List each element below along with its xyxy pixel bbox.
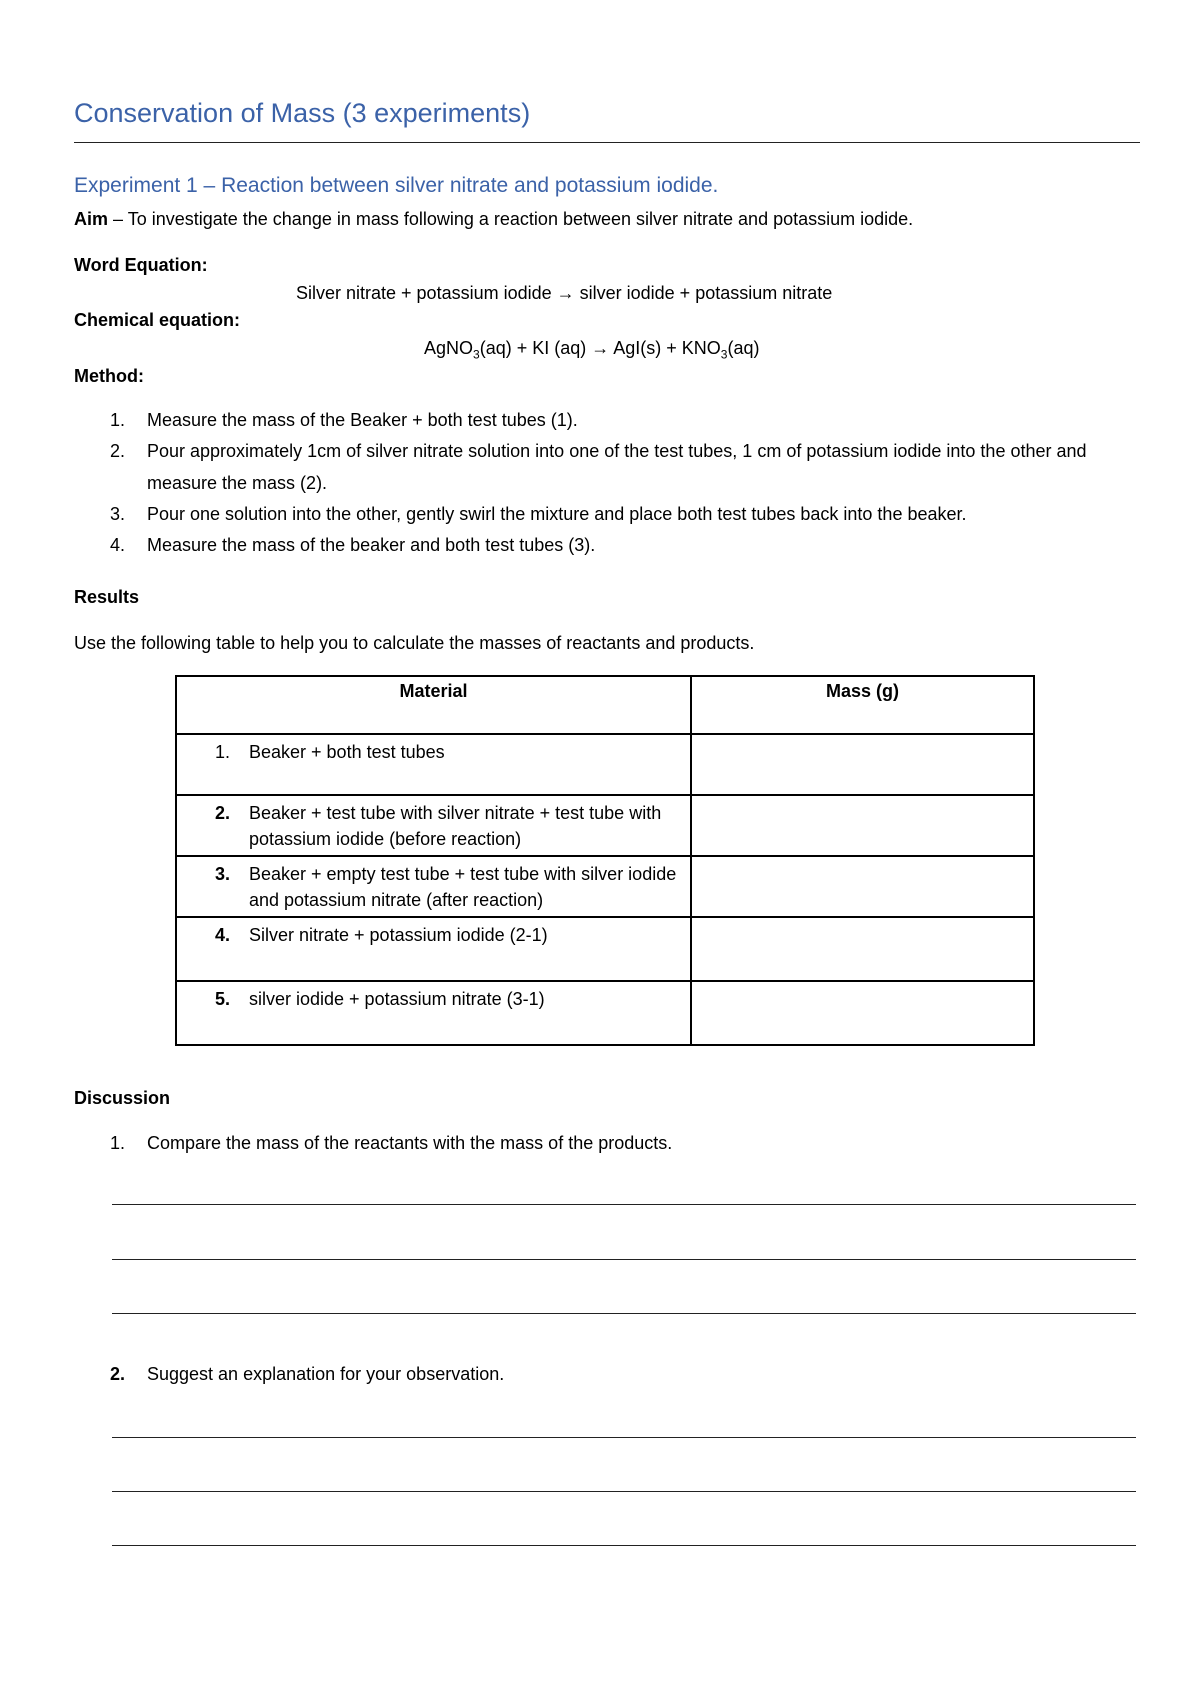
mass-input-cell[interactable] xyxy=(691,981,1034,1045)
word-equation-label: Word Equation: xyxy=(74,255,208,275)
material-cell xyxy=(176,981,691,1045)
answer-line[interactable] xyxy=(112,1437,1136,1438)
chemical-equation xyxy=(424,338,760,362)
mass-input-cell[interactable] xyxy=(691,917,1034,981)
answer-line[interactable] xyxy=(112,1491,1136,1492)
material-text: Silver nitrate + potassium iodide (2-1) xyxy=(249,925,548,945)
material-text: silver iodide + potassium nitrate (3-1) xyxy=(249,989,545,1009)
column-header-material: Material xyxy=(176,676,691,734)
chem-eq-part2: (aq) + KI (aq) → AgI(s) + KNO xyxy=(479,338,721,358)
method-step-text: Measure the mass of the beaker and both test tubes (3). xyxy=(147,535,596,555)
chem-eq-subscript1: 3 xyxy=(473,347,480,362)
answer-line[interactable] xyxy=(112,1313,1136,1314)
aim-label: Aim xyxy=(74,209,109,229)
chem-eq-part3: (aq) xyxy=(727,338,760,358)
answer-line[interactable] xyxy=(112,1204,1136,1205)
table-row xyxy=(176,856,1034,917)
row-number: 3. xyxy=(215,864,231,884)
method-step-number: 2. xyxy=(110,441,126,461)
row-number: 1. xyxy=(215,742,231,762)
page-title: Conservation of Mass (3 experiments) xyxy=(74,98,531,128)
material-cell xyxy=(176,917,691,981)
material-text: Beaker + both test tubes xyxy=(249,742,445,762)
row-number: 2. xyxy=(215,803,231,823)
column-header-mass: Mass (g) xyxy=(691,676,1034,734)
material-cell xyxy=(176,734,691,795)
mass-input-cell[interactable] xyxy=(691,795,1034,856)
method-step-text: Pour approximately 1cm of silver nitrate solution into one of the test tubes, 1 cm of potassium iodide into the other and measure the mass (2). xyxy=(147,441,1087,493)
aim-line xyxy=(74,209,913,230)
question-text: Suggest an explanation for your observation. xyxy=(147,1364,505,1384)
chemical-equation-label: Chemical equation: xyxy=(74,310,241,330)
method-step-text: Pour one solution into the other, gently swirl the mixture and place both test tubes back into the beaker. xyxy=(147,504,967,524)
row-number: 5. xyxy=(215,989,231,1009)
mass-input-cell[interactable] xyxy=(691,856,1034,917)
chem-eq-subscript2: 3 xyxy=(720,347,728,362)
table-header-row xyxy=(176,676,1034,734)
material-text: Beaker + test tube with silver nitrate + test tube with potassium iodide (before reaction) xyxy=(249,803,662,849)
results-heading: Results xyxy=(74,587,140,607)
question-text: Compare the mass of the reactants with the mass of the products. xyxy=(147,1133,673,1153)
method-label: Method: xyxy=(74,366,144,386)
material-cell xyxy=(176,795,691,856)
results-table xyxy=(175,675,1035,1046)
title-divider xyxy=(74,142,1140,143)
method-step-number: 3. xyxy=(110,504,126,524)
table-row xyxy=(176,734,1034,795)
word-equation: Silver nitrate + potassium iodide → silver iodide + potassium nitrate xyxy=(296,283,833,303)
results-instruction: Use the following table to help you to calculate the masses of reactants and products. xyxy=(74,633,755,653)
answer-line[interactable] xyxy=(112,1545,1136,1546)
method-step-number: 1. xyxy=(110,410,126,430)
mass-input-cell[interactable] xyxy=(691,734,1034,795)
method-step-number: 4. xyxy=(110,535,126,555)
table-row xyxy=(176,981,1034,1045)
question-number: 1. xyxy=(110,1133,126,1153)
chem-eq-part1: AgNO xyxy=(424,338,474,358)
question-number: 2. xyxy=(110,1364,126,1384)
experiment-heading: Experiment 1 – Reaction between silver nitrate and potassium iodide. xyxy=(74,174,719,197)
table-row xyxy=(176,917,1034,981)
row-number: 4. xyxy=(215,925,231,945)
material-text: Beaker + empty test tube + test tube with silver iodide and potassium nitrate (after reaction) xyxy=(249,864,677,910)
table-row xyxy=(176,795,1034,856)
aim-text: – To investigate the change in mass following a reaction between silver nitrate and potassium iodide. xyxy=(108,209,914,229)
discussion-heading: Discussion xyxy=(74,1088,171,1108)
answer-line[interactable] xyxy=(112,1259,1136,1260)
method-step-text: Measure the mass of the Beaker + both test tubes (1). xyxy=(147,410,578,430)
material-cell xyxy=(176,856,691,917)
